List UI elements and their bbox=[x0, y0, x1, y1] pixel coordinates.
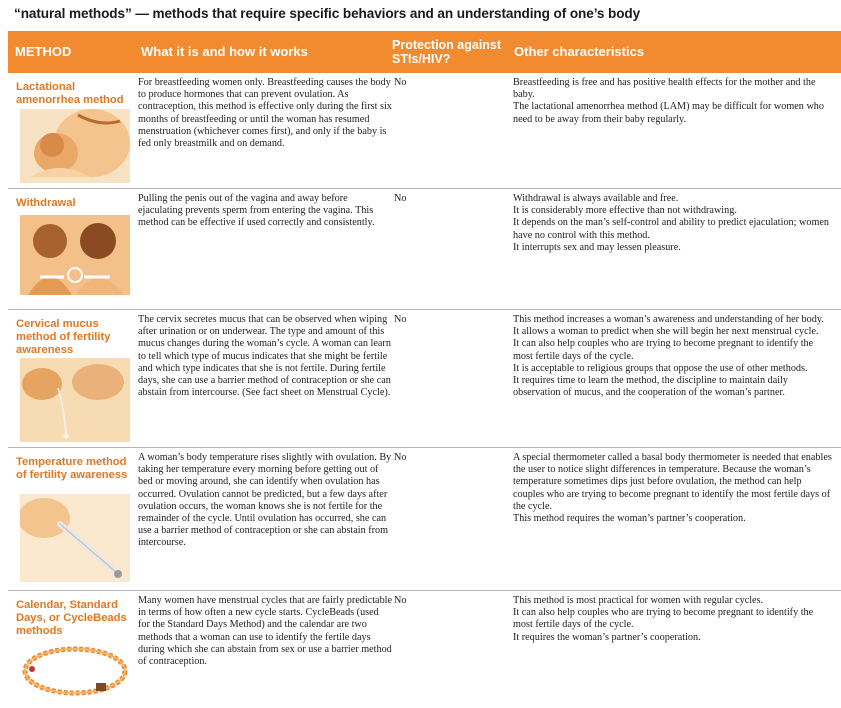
how-it-works: Pulling the penis out of the vagina and away before ejaculating prevents sperm from entering the vagina. This method can be effective if used correctly and consistently. bbox=[138, 193, 375, 229]
header-protection: Protection against STIs/HIV? bbox=[392, 38, 502, 66]
protection-value: No bbox=[394, 314, 407, 325]
other-characteristics bbox=[513, 193, 833, 254]
characteristic: The lactational amenorrhea method (LAM) may be difficult for women who need to be away from their baby regularly. bbox=[513, 101, 824, 125]
characteristic: It is acceptable to religious groups that oppose the use of other methods. bbox=[513, 362, 808, 374]
how-it-works: A woman’s body temperature rises slightly with ovulation. By taking her temperature every morning before getting out of bed or moving around, she can identify when ovulation has occurred. Ovulation cannot be predicted, but a few days after ovulation occurs, the woman knows she is not fertile for the remainder of the cycle. Until ovulation has occurred, she can use a barrier method of contraception or she can abstain from intercourse. bbox=[138, 452, 392, 549]
protection-value: No bbox=[394, 77, 407, 88]
other-characteristics bbox=[513, 314, 833, 399]
characteristic: A special thermometer called a basal body thermometer is needed that enables the user to notice slight differences in temperature. Because the woman’s temperature sometimes dips just before ovulation, the method can help couples who are trying to become pregnant to identify the most fertile days of the cycle. bbox=[513, 452, 832, 512]
how-it-works: Many women have menstrual cycles that are fairly predictable in terms of how often a new cycle starts. CycleBeads (used for the Standard Days Method) and the calendar are two methods that a woman can use to identify the fertile days during which she can abstain from sex or use a barrier method of contraception. bbox=[138, 595, 393, 668]
table-row bbox=[8, 448, 841, 590]
table-header bbox=[8, 31, 841, 73]
method-name: Cervical mucus method of fertility awareness bbox=[16, 318, 111, 356]
cyclebeads-illustration bbox=[20, 641, 130, 706]
characteristic: It requires the woman’s partner’s cooperation. bbox=[513, 631, 701, 643]
characteristic: It can also help couples who are trying to become pregnant to identify the most fertile days of the cycle. bbox=[513, 338, 814, 362]
header-method: METHOD bbox=[15, 44, 72, 59]
protection-value: No bbox=[394, 595, 407, 606]
couple-illustration bbox=[20, 215, 130, 300]
characteristic: It can also help couples who are trying to become pregnant to identify the most fertile days of the cycle. bbox=[513, 607, 814, 631]
breastfeeding-illustration bbox=[20, 109, 130, 188]
header-other: Other characteristics bbox=[514, 44, 645, 59]
characteristic: It allows a woman to predict when she will begin her next menstrual cycle. bbox=[513, 326, 819, 338]
protection-value: No bbox=[394, 193, 407, 204]
characteristic: Breastfeeding is free and has positive health effects for the mother and the baby. bbox=[513, 77, 816, 101]
protection-value: No bbox=[394, 452, 407, 463]
characteristic: It is considerably more effective than not withdrawing. bbox=[513, 205, 737, 217]
characteristic: It interrupts sex and may lessen pleasure. bbox=[513, 241, 681, 253]
thermometer-illustration bbox=[20, 494, 130, 587]
method-name: Calendar, Standard Days, or CycleBeads methods bbox=[16, 599, 127, 637]
method-name: Temperature method of fertility awareness bbox=[16, 456, 128, 481]
other-characteristics bbox=[513, 77, 833, 126]
table-row bbox=[8, 189, 841, 309]
how-it-works: For breastfeeding women only. Breastfeeding causes the body to produce hormones that can prevent ovulation. As contraception, this method is effective only during the first six months of breastfeeding or until the woman has resumed menstruation (whichever comes first), and only if the baby is fed only breastmilk and on demand. bbox=[138, 77, 392, 150]
other-characteristics bbox=[513, 452, 833, 525]
page-title: “natural methods” — methods that require specific behaviors and an understanding of one’s body bbox=[14, 6, 641, 21]
table-row bbox=[8, 73, 841, 188]
characteristic: It depends on the man’s self-control and ability to predict ejaculation; women have no control with this method. bbox=[513, 217, 830, 241]
how-it-works: The cervix secretes mucus that can be observed when wiping after urination or on underwear. The type and amount of this mucus changes during the woman’s cycle. A woman can learn to tell which type of mucus indicates that she might be fertile and which type indicates that she is not fertile. During fertile days, she can use a barrier method of contraception or she can abstain from intercourse. (See fact sheet on Menstrual Cycle). bbox=[138, 314, 391, 399]
header-what: What it is and how it works bbox=[141, 44, 308, 59]
method-name: Withdrawal bbox=[16, 197, 76, 209]
characteristic: This method requires the woman’s partner’s cooperation. bbox=[513, 513, 746, 525]
table-row bbox=[8, 591, 841, 708]
method-name: Lactational amenorrhea method bbox=[16, 81, 124, 106]
characteristic: It requires time to learn the method, the discipline to maintain daily observation of mucus, and the cooperation of the woman’s partner. bbox=[513, 375, 788, 399]
characteristic: This method increases a woman’s awareness and understanding of her body. bbox=[513, 314, 824, 325]
mucus-illustration bbox=[20, 358, 130, 447]
table-row bbox=[8, 310, 841, 447]
other-characteristics bbox=[513, 595, 833, 644]
characteristic: Withdrawal is always available and free. bbox=[513, 193, 679, 204]
characteristic: This method is most practical for women with regular cycles. bbox=[513, 595, 764, 606]
